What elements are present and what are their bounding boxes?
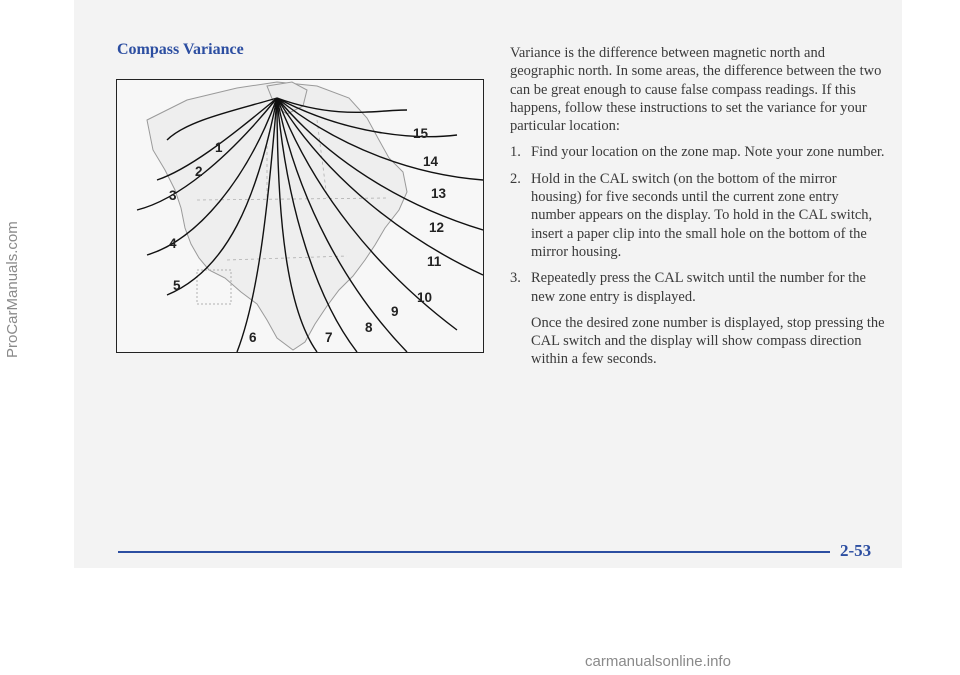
footer-rule (118, 551, 830, 553)
zone-label: 1 (215, 140, 223, 155)
zone-label: 12 (429, 220, 445, 235)
zone-label: 14 (423, 154, 439, 169)
step-item (510, 170, 885, 261)
step-item (510, 269, 885, 306)
zone-map-drawing (117, 80, 483, 352)
followup-paragraph: Once the desired zone number is displayed, stop pressing the CAL switch and the display will show compass direction within a few seconds. (531, 314, 885, 368)
zone-label: 10 (417, 290, 433, 305)
instructions (510, 44, 885, 369)
intro-paragraph: Variance is the difference between magnetic north and geographic north. In some areas, the difference between the two can be great enough to cause false compass readings. If this happens, follow these instructions to set the variance for your particular location: (510, 45, 882, 135)
step-text: Find your location on the zone map. Note your zone number. (531, 144, 885, 161)
section-heading: Compass Variance (117, 41, 244, 58)
step-text: Repeatedly press the CAL switch until the number for the new zone entry is displayed. (531, 270, 866, 305)
zone-label: 13 (431, 186, 447, 201)
zone-label: 7 (325, 330, 333, 345)
zone-label: 9 (391, 304, 399, 319)
zone-label: 3 (169, 188, 177, 203)
zone-map (116, 79, 484, 353)
zone-label: 15 (413, 126, 429, 141)
side-watermark: ProCarManuals.com (4, 221, 21, 358)
step-item (510, 143, 885, 161)
steps-list (510, 143, 885, 305)
zone-label: 6 (249, 330, 257, 345)
zone-label: 8 (365, 320, 373, 335)
step-text: Hold in the CAL switch (on the bottom of the mirror housing) for five seconds until the current zone entry number appears on the display. To hold in the CAL switch, insert a paper clip into the small hole on the bottom of the mirror housing. (531, 170, 873, 260)
step-number: 1. (510, 144, 521, 161)
step-number: 3. (510, 270, 521, 287)
zone-label: 4 (169, 236, 177, 251)
page-number: 2-53 (840, 541, 872, 560)
zone-label: 2 (195, 164, 203, 179)
step-number: 2. (510, 170, 521, 187)
zone-label: 5 (173, 278, 181, 293)
footer-watermark: carmanualsonline.info (585, 653, 731, 670)
zone-label: 11 (427, 254, 442, 269)
